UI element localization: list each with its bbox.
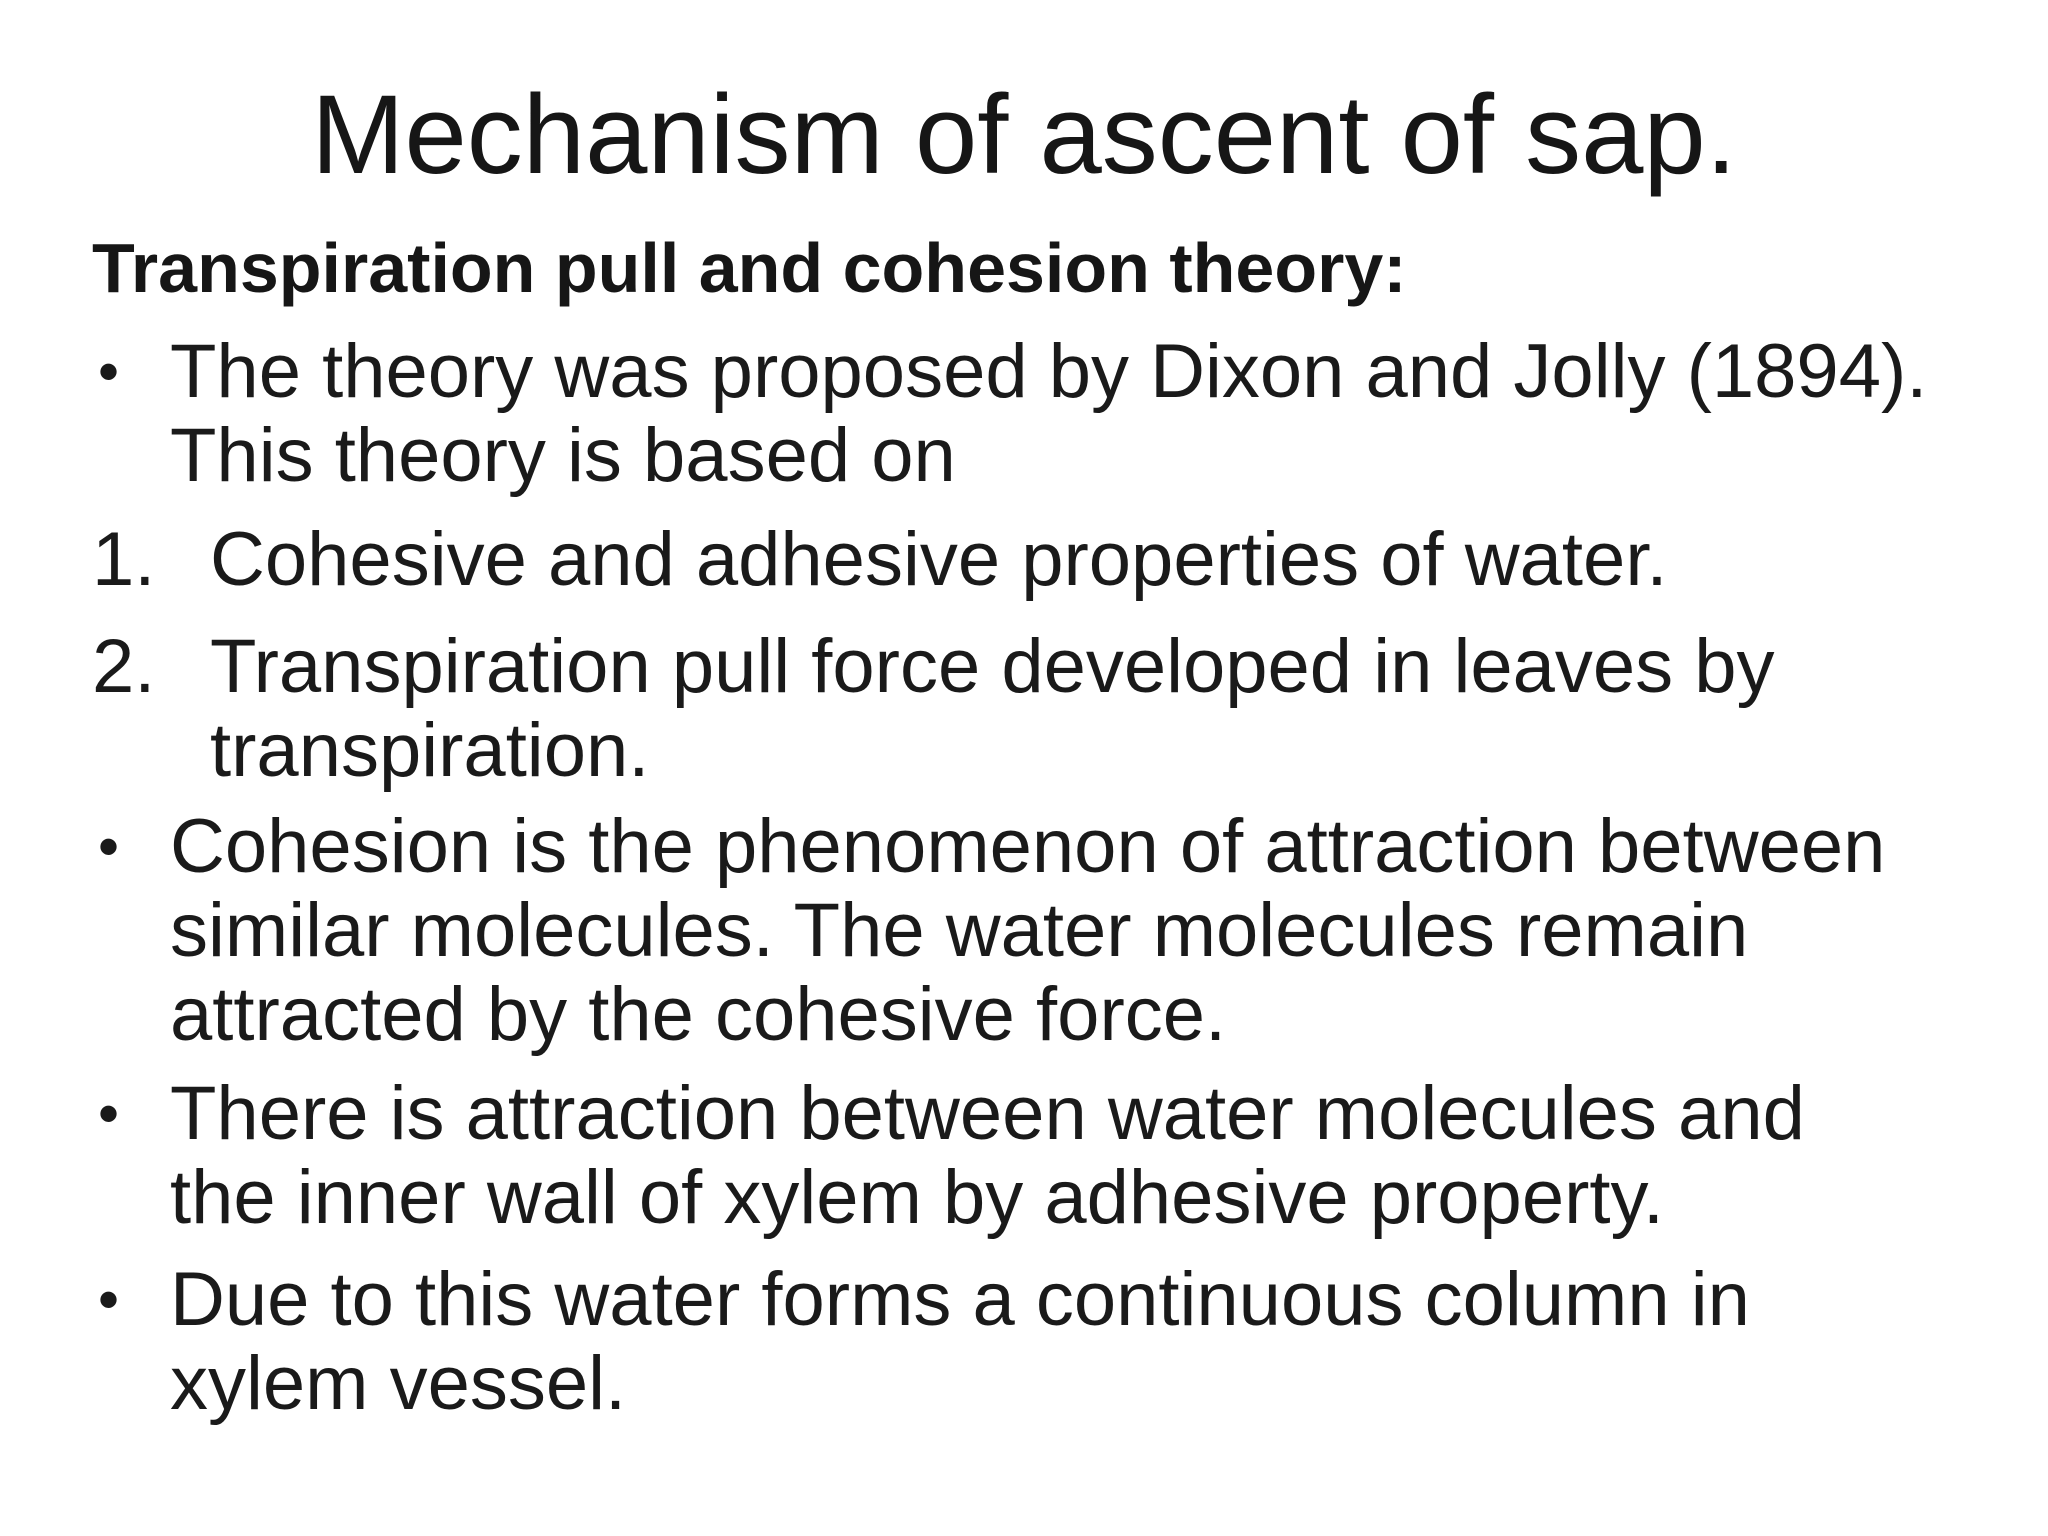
slide-subtitle: Transpiration pull and cohesion theory: bbox=[92, 229, 1407, 307]
bullet-marker: • bbox=[98, 1266, 120, 1333]
numbered-item bbox=[92, 625, 1992, 793]
bullet-item bbox=[92, 1258, 1992, 1426]
slide-title: Mechanism of ascent of sap. bbox=[311, 72, 1737, 197]
number-marker: 1. bbox=[92, 517, 156, 602]
numbered-item bbox=[92, 518, 1992, 602]
bullet-marker: • bbox=[98, 813, 120, 880]
bullet-text: There is attraction between water molecules and the inner wall of xylem by adhesive property. bbox=[170, 1071, 1805, 1240]
bullet-marker: • bbox=[98, 338, 120, 405]
bullet-text: Cohesion is the phenomenon of attraction between similar molecules. The water molecules remain attracted by the cohesive force. bbox=[170, 804, 1886, 1057]
bullet-item bbox=[92, 1072, 1992, 1240]
bullet-text: Due to this water forms a continuous column in xylem vessel. bbox=[170, 1257, 1750, 1426]
numbered-text: Cohesive and adhesive properties of water. bbox=[210, 517, 1668, 602]
number-marker: 2. bbox=[92, 624, 156, 709]
bullet-marker: • bbox=[98, 1080, 120, 1147]
numbered-text: Transpiration pull force developed in leaves by transpiration. bbox=[210, 624, 1775, 793]
bullet-item bbox=[92, 330, 1992, 498]
bullet-text: The theory was proposed by Dixon and Jolly (1894). This theory is based on bbox=[170, 329, 1928, 498]
bullet-item bbox=[92, 805, 1992, 1057]
